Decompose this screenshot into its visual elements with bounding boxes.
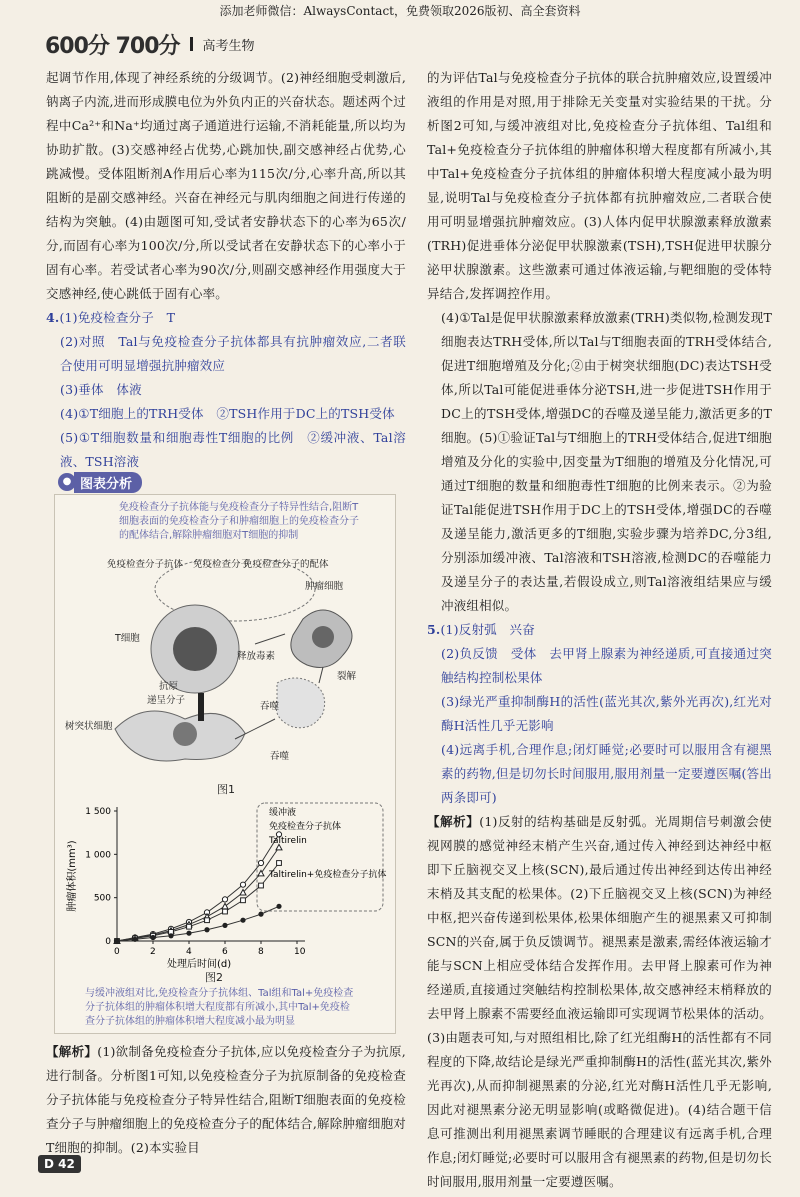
page-header — [45, 30, 255, 58]
y-tick-label: 0 — [105, 937, 111, 947]
q4-answer-5: (5)①T细胞数量和细胞毒性T细胞的比例 ②缓冲液、Tal溶液、TSH溶液 — [60, 430, 406, 469]
data-point — [277, 861, 282, 866]
present-molecule — [198, 693, 204, 721]
x-tick-label: 10 — [294, 947, 306, 957]
label-antigen: 抗原 — [159, 681, 179, 692]
data-point — [240, 882, 245, 887]
page-number: D 42 — [38, 1155, 81, 1173]
figure1-diagram — [55, 559, 395, 779]
q4-answer-2: (2)对照 Tal与免疫检查分子抗体都具有抗肿瘤效应,二者联合使用可明显增强抗肿瘤效应 — [60, 334, 406, 373]
right-paragraph-2: (4)①Tal是促甲状腺激素释放激素(TRH)类似物,检测发现T细胞表达TRH受体,所以Tal与T细胞表面的TRH受体结合,促进T细胞增殖及分化;②由于树突状细胞(DC)表达TSH受体,所以Tal可能促进垂体分泌TSH,进一步促进TSH作用于DC上的TSH受体,增强DC的吞噬及递呈能力,激活更多的T细胞。(5)①验证Tal与T细胞上的TRH受体结合,促进T细胞增殖及分化的实验中,因变量为T细胞的增殖及分化情况,可通过T细胞的数量和细胞毒性T细胞的比例来表示。②为验证Tal能促进TSH作用于DC上的TSH受体,增强DC的吞噬及递呈能力,激活更多的T细胞,实验步骤为培养DC,分3组,分别添加缓冲液、Tal溶液和TSH溶液,检测DC的吞噬能力及递呈分子的表达量,若假设成立,则Tal溶液组结果应与缓冲液组相似。 — [441, 310, 772, 613]
left-explanation — [46, 1040, 406, 1160]
label-engulf-2: 吞噬 — [270, 751, 290, 762]
data-point — [258, 860, 263, 865]
data-point — [222, 897, 227, 902]
q5-number: 5. — [427, 622, 441, 637]
y-axis-label: 肿瘤体积(mm³) — [67, 840, 78, 912]
x-axis-label: 处理后时间(d) — [167, 959, 232, 970]
y-tick-label: 1 000 — [85, 850, 111, 861]
jiexi-label: 【解析】 — [46, 1044, 98, 1059]
top-note: 添加老师微信：AlwaysContact，免费领取2026版初、高全套资料 — [219, 4, 581, 18]
data-point — [204, 927, 209, 932]
q5-answer-2: (2)负反馈 受体 去甲肾上腺素为神经递质,可直接通过突触结构控制松果体 — [441, 646, 772, 685]
series-line — [117, 847, 279, 941]
label-present: 递呈分子 — [147, 695, 186, 706]
right-paragraph-1: 的为评估Tal与免疫检查分子抗体的联合抗肿瘤效应,设置缓冲液组的作用是对照,用于排除无关变量对实验结果的干扰。分析图2可知,与缓冲液组对比,免疫检查分子抗体组、Tal组和Tal+免疫检查分子抗体组的肿瘤体积增大程度都有所减小,其中Tal+免疫检查分子抗体组的肿瘤体积增大程度减小最为明显,说明Tal与免疫检查分子抗体都有抗肿瘤效应,二者联合使用可明显增强抗肿瘤效应。(3)人体内促甲状腺激素释放激素(TRH)促进垂体分泌促甲状腺激素(TSH),TSH促进甲状腺分泌甲状腺激素。这些激素可通过体液运输,与靶细胞的受体特异结合,发挥调控作用。 — [427, 70, 772, 301]
data-point — [240, 918, 245, 923]
q5-answer-4: (4)远离手机,合理作息;闭灯睡觉;必要时可以服用含有褪黑素的药物,但是切勿长时间服用,服用剂量一定要遵医嘱(答出两条即可) — [441, 742, 772, 805]
figure2-note: 与缓冲液组对比,免疫检查分子抗体组、Tal组和Tal+免疫检查分子抗体组的肿瘤体积增大程度都有所减小,其中Tal+免疫检查分子抗体组的肿瘤体积增大程度减小最为明显 — [85, 988, 354, 1027]
lysis-arrow — [319, 667, 323, 683]
label-dc: 树突状细胞 — [65, 721, 113, 732]
analysis-header — [58, 470, 403, 494]
lysed-cell — [276, 678, 324, 728]
data-point — [205, 918, 210, 923]
data-point — [114, 938, 119, 943]
data-point — [187, 924, 192, 929]
data-point — [150, 935, 155, 940]
x-tick-label: 0 — [114, 947, 120, 957]
tcell-nucleus — [173, 627, 217, 671]
figure2-chart — [57, 801, 387, 971]
q4-answer-3: (3)垂体 体液 — [60, 382, 142, 397]
analysis-frame — [54, 494, 396, 1034]
label-ligand: 免疫检查分子的配体 — [243, 559, 329, 570]
label-engulf-1: 吞噬 — [260, 701, 280, 712]
label-lysis: 裂解 — [337, 671, 357, 682]
data-point — [168, 933, 173, 938]
label-antibody: 免疫检查分子抗体 — [107, 559, 184, 570]
chart-analysis-box — [58, 470, 403, 1034]
y-tick-label: 500 — [93, 893, 111, 904]
left-paragraph: 起调节作用,体现了神经系统的分级调节。(2)神经细胞受刺激后,钠离子内流,进而形成膜电位为外负内正的兴奋状态。题述两个过程中Ca²⁺和Na⁺均通过离子通道进行运输,不消耗能量,所以均为协助扩散。(3)交感神经占优势,心跳加快,副交感神经占优势,心跳减慢。受体阻断剂A作用后心率为115次/分,心率升高,所以其阻断的是副交感神经。兴奋在神经元与肌肉细胞之间进行传递的结构为突触。(4)由题图可知,受试者安静状态下的心率为65次/分,而固有心率为100次/分,所以受试者在安静状态下的心率小于固有心率。若受试者心率为90次/分,则副交感神经作用强度大于交感神经,使心跳低于固有心率。 — [46, 70, 406, 301]
label-toxin: 释放毒素 — [237, 651, 276, 662]
label-tumor: 肿瘤细胞 — [305, 581, 344, 592]
series-line — [117, 834, 279, 941]
q4-answer-1: 4.(1)免疫检查分子 T — [46, 310, 176, 325]
divider — [190, 37, 193, 51]
q4-number: 4. — [46, 310, 60, 325]
figure2-caption: 图2 — [205, 971, 223, 984]
data-point — [132, 937, 137, 942]
legend-entry: 免疫检查分子抗体 — [269, 822, 342, 832]
label-tcell: T细胞 — [115, 633, 140, 644]
analysis-label: 图表分析 — [74, 472, 142, 493]
legend-entry: Taltirelin — [269, 836, 307, 846]
x-tick-label: 4 — [186, 947, 192, 957]
data-point — [186, 931, 191, 936]
label-checkpoint: 免疫检查分子 — [193, 559, 251, 570]
data-point — [276, 904, 281, 909]
subject-title: 高考生物 — [202, 38, 255, 54]
left-column — [46, 66, 406, 474]
toxin-arrow — [255, 634, 285, 644]
right-column — [427, 66, 772, 1194]
data-point — [222, 923, 227, 928]
jiexi-text: (1)欲制备免疫检查分子抗体,应以免疫检查分子为抗原,进行制备。分析图1可知,以免疫检查分子为抗原制备的免疫检查分子抗体能与免疫检查分子特异性结合,阻断T细胞表面的免疫检查分子与肿瘤细胞上的免疫检查分子的配体结合,解除肿瘤细胞对T细胞的抑制。(2)本实验目 — [46, 1044, 406, 1155]
q5-answer-1: 5.(1)反射弧 兴奋 — [427, 622, 535, 637]
q4-answer-4: (4)①T细胞上的TRH受体 ②TSH作用于DC上的TSH受体 — [60, 406, 395, 421]
series-line — [117, 863, 279, 941]
figure1-note: 免疫检查分子抗体能与免疫检查分子特异性结合,阻断T细胞表面的免疫检查分子和肿瘤细胞上的免疫检查分子的配体结合,解除肿瘤细胞对T细胞的抑制 — [119, 502, 359, 541]
y-tick-label: 1 500 — [85, 807, 111, 817]
data-point — [258, 912, 263, 917]
x-tick-label: 2 — [150, 947, 156, 957]
data-point — [259, 883, 264, 888]
q5-answer-3: (3)绿光严重抑制酶H的活性(蓝光其次,紫外光再次),红光对酶H活性几乎无影响 — [441, 694, 772, 733]
legend-box — [257, 803, 383, 911]
x-tick-label: 8 — [258, 947, 264, 957]
figure1-caption: 图1 — [217, 783, 235, 796]
data-point — [241, 898, 246, 903]
data-point — [223, 909, 228, 914]
brand-logo: 600分 700分 — [45, 33, 180, 59]
dots-icon: ● — [58, 473, 76, 491]
dc-nucleus — [173, 722, 197, 746]
jiexi-label-right: 【解析】 — [427, 814, 480, 829]
x-tick-label: 6 — [222, 947, 228, 957]
tumor-nucleus — [312, 626, 334, 648]
legend-entry: 缓冲液 — [269, 808, 297, 818]
jiexi-text-right: (1)反射的结构基础是反射弧。光周期信号刺激会使视网膜的感觉神经末梢产生兴奋,通过传入神经到达神经中枢即下丘脑视交叉上核(SCN),最后通过传出神经到达传出神经末梢及其支配的松果体。(2)下丘脑视交叉上核(SCN)为神经中枢,把兴奋传递到松果体,松果体细胞产生的褪黑素又可抑制SCN的兴奋,属于负反馈调节。褪黑素是激素,需经体液运输才能与SCN上相应受体结合发挥作用。去甲肾上腺素可作为神经递质,直接通过突触结构控制松果体,故交感神经末梢释放的去甲肾上腺素不需要经血液运输即可实现调节松果体的活动。(3)由题表可知,与对照组相比,除了红光组酶H的活性都有不同程度的下降,故结论是绿光严重抑制酶H的活性(蓝光其次,紫外光再次),从而抑制褪黑素的分泌,红光对酶H活性几乎无影响,因此对褪黑素分泌无明显影响(或略微促进)。(4)结合题干信息可推测出利用褪黑素调节睡眠的合理建议有远离手机,合理作息;闭灯睡觉;必要时可以服用含有褪黑素的药物,但是切勿长时间服用,服用剂量一定要遵医嘱。 — [427, 814, 772, 1189]
legend-entry: Taltirelin+免疫检查分子抗体 — [269, 870, 387, 880]
